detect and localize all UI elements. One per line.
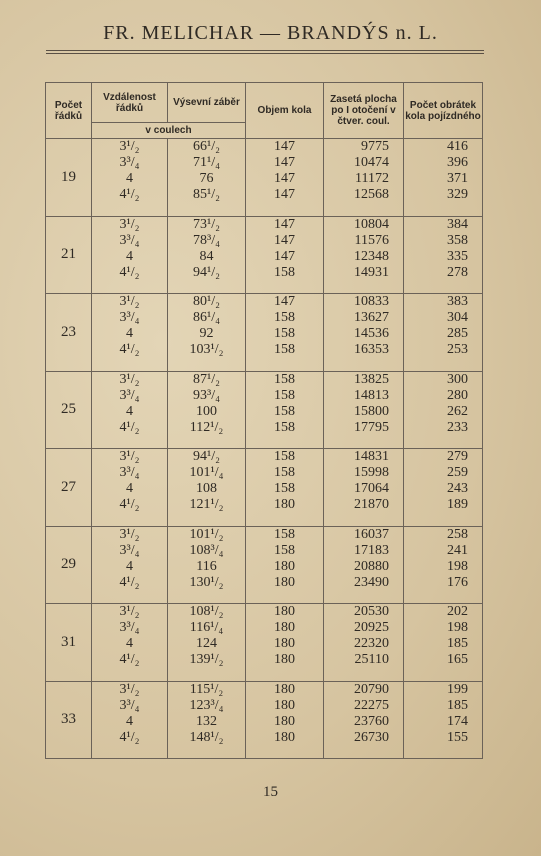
turns-value: 155 <box>447 729 468 745</box>
volume-value: 147 <box>274 155 295 170</box>
distance-value: 3¹/₂ <box>119 216 140 232</box>
turns-value: 243 <box>447 481 468 496</box>
sowing-value: 93³/₄ <box>193 387 220 403</box>
distance-cell <box>92 371 168 449</box>
sowing-value: 123³/₄ <box>189 697 224 713</box>
distance-value: 4 <box>126 636 133 651</box>
area-value: 17795 <box>354 419 389 435</box>
turns-value: 300 <box>447 371 468 387</box>
volume-value: 158 <box>274 449 295 464</box>
area-value: 21870 <box>354 497 389 512</box>
header-rule-2 <box>46 53 484 54</box>
sowing-cell <box>168 216 246 294</box>
turns-value: 396 <box>447 155 468 170</box>
volume-value: 147 <box>274 248 295 264</box>
unit-header: v coulech <box>92 123 246 139</box>
area-value: 15800 <box>354 403 389 419</box>
volume-value: 180 <box>274 636 295 651</box>
distance-value: 4 <box>126 481 133 496</box>
area-value: 20790 <box>354 681 389 697</box>
area-cell <box>324 216 404 294</box>
volume-value: 158 <box>274 387 295 403</box>
col-rows-header: Počet řádků <box>46 83 92 139</box>
row-count-cell: 31 <box>46 604 92 682</box>
turns-cell <box>404 449 483 527</box>
sowing-cell <box>168 449 246 527</box>
area-value: 22275 <box>354 697 389 713</box>
volume-value: 158 <box>274 481 295 496</box>
turns-value: 176 <box>447 574 468 590</box>
volume-cell <box>246 371 324 449</box>
distance-value: 3³/₄ <box>119 465 140 480</box>
volume-value: 158 <box>274 371 295 387</box>
distance-value: 3¹/₂ <box>119 604 140 619</box>
row-count-cell: 29 <box>46 526 92 604</box>
volume-value: 158 <box>274 419 295 435</box>
volume-value: 158 <box>274 465 295 480</box>
volume-value: 180 <box>274 620 295 635</box>
volume-value: 180 <box>274 558 295 574</box>
col-area-header: Zasetá plocha po I otočení v čtver. coul. <box>324 83 404 139</box>
volume-value: 147 <box>274 139 295 154</box>
turns-value: 198 <box>447 558 468 574</box>
volume-cell <box>246 216 324 294</box>
distance-cell <box>92 139 168 217</box>
sowing-value: 139¹/₂ <box>189 652 224 667</box>
volume-cell <box>246 526 324 604</box>
turns-value: 241 <box>447 542 468 558</box>
volume-value: 158 <box>274 326 295 341</box>
area-value: 11576 <box>354 232 389 248</box>
distance-cell <box>92 526 168 604</box>
area-value: 23490 <box>354 574 389 590</box>
turns-value: 329 <box>447 187 468 202</box>
turns-value: 279 <box>447 449 468 464</box>
area-value: 20530 <box>354 604 389 619</box>
turns-value: 335 <box>447 248 468 264</box>
distance-cell <box>92 681 168 759</box>
area-value: 14536 <box>354 326 389 341</box>
sowing-value: 101¹/₄ <box>189 465 224 480</box>
sowing-value: 132 <box>196 713 217 729</box>
sowing-value: 103¹/₂ <box>189 342 224 357</box>
sowing-value: 108³/₄ <box>189 542 224 558</box>
distance-value: 4¹/₂ <box>119 652 140 667</box>
distance-value: 3³/₄ <box>119 232 140 248</box>
volume-value: 158 <box>274 542 295 558</box>
volume-value: 158 <box>274 403 295 419</box>
sowing-value: 94¹/₂ <box>193 449 220 464</box>
sowing-value: 108 <box>196 481 217 496</box>
area-value: 16037 <box>354 526 389 542</box>
volume-cell <box>246 681 324 759</box>
volume-value: 180 <box>274 604 295 619</box>
turns-value: 185 <box>447 697 468 713</box>
sowing-value: 130¹/₂ <box>189 574 224 590</box>
turns-cell <box>404 294 483 372</box>
distance-value: 3¹/₂ <box>119 681 140 697</box>
area-cell <box>324 371 404 449</box>
turns-value: 258 <box>447 526 468 542</box>
volume-cell <box>246 449 324 527</box>
distance-value: 4 <box>126 713 133 729</box>
col-volume-header: Objem kola <box>246 83 324 139</box>
table-row <box>46 294 483 372</box>
turns-value: 259 <box>447 465 468 480</box>
volume-value: 158 <box>274 342 295 357</box>
distance-value: 4¹/₂ <box>119 342 140 357</box>
sowing-value: 92 <box>199 326 214 341</box>
area-value: 25110 <box>354 652 389 667</box>
sowing-cell <box>168 604 246 682</box>
turns-value: 233 <box>447 419 468 435</box>
area-value: 14931 <box>354 264 389 280</box>
row-count-cell: 25 <box>46 371 92 449</box>
area-cell <box>324 294 404 372</box>
turns-value: 253 <box>447 342 468 357</box>
area-value: 15998 <box>354 465 389 480</box>
volume-value: 180 <box>274 697 295 713</box>
area-value: 22320 <box>354 636 389 651</box>
distance-value: 3¹/₂ <box>119 294 140 309</box>
volume-value: 158 <box>274 526 295 542</box>
sowing-value: 87¹/₂ <box>193 371 220 387</box>
area-cell <box>324 526 404 604</box>
turns-value: 262 <box>447 403 468 419</box>
volume-value: 180 <box>274 497 295 512</box>
volume-value: 180 <box>274 652 295 667</box>
turns-value: 371 <box>447 171 468 186</box>
sowing-value: 66¹/₂ <box>193 139 220 154</box>
distance-cell <box>92 449 168 527</box>
turns-cell <box>404 526 483 604</box>
volume-value: 180 <box>274 681 295 697</box>
sowing-value: 124 <box>196 636 217 651</box>
area-value: 10474 <box>354 155 389 170</box>
sowing-value: 116 <box>196 558 217 574</box>
volume-value: 158 <box>274 310 295 325</box>
distance-value: 3¹/₂ <box>119 449 140 464</box>
distance-value: 3³/₄ <box>119 542 140 558</box>
row-count-cell: 19 <box>46 139 92 217</box>
area-value: 14813 <box>354 387 389 403</box>
page-header: FR. MELICHAR — BRANDÝS n. L. <box>103 22 438 44</box>
area-value: 26730 <box>354 729 389 745</box>
distance-value: 3³/₄ <box>119 310 140 325</box>
area-value: 13825 <box>354 371 389 387</box>
volume-value: 147 <box>274 216 295 232</box>
area-value: 23760 <box>354 713 389 729</box>
sowing-value: 100 <box>196 403 217 419</box>
area-cell <box>324 681 404 759</box>
distance-value: 3¹/₂ <box>119 139 140 154</box>
volume-value: 180 <box>274 574 295 590</box>
distance-value: 4¹/₂ <box>119 264 140 280</box>
distance-value: 4¹/₂ <box>119 497 140 512</box>
distance-value: 4 <box>126 171 133 186</box>
turns-value: 358 <box>447 232 468 248</box>
turns-value: 280 <box>447 387 468 403</box>
volume-cell <box>246 604 324 682</box>
table-row <box>46 371 483 449</box>
area-value: 11172 <box>355 171 389 186</box>
sowing-value: 94¹/₂ <box>193 264 220 280</box>
row-count-cell: 27 <box>46 449 92 527</box>
sowing-value: 112¹/₂ <box>189 419 224 435</box>
sowing-value: 108¹/₂ <box>189 604 224 619</box>
sowing-value: 116¹/₄ <box>189 620 224 635</box>
row-count-cell: 23 <box>46 294 92 372</box>
col-distance-header: Vzdálenost řádků <box>92 83 168 123</box>
volume-value: 180 <box>274 729 295 745</box>
page-number: 15 <box>263 784 278 800</box>
sowing-cell <box>168 526 246 604</box>
row-count-cell: 33 <box>46 681 92 759</box>
area-value: 12568 <box>354 187 389 202</box>
turns-value: 304 <box>447 310 468 325</box>
distance-value: 4¹/₂ <box>119 419 140 435</box>
sowing-cell <box>168 371 246 449</box>
sowing-value: 121¹/₂ <box>189 497 224 512</box>
turns-cell <box>404 681 483 759</box>
sowing-cell <box>168 139 246 217</box>
distance-value: 4¹/₂ <box>119 574 140 590</box>
distance-value: 4¹/₂ <box>119 729 140 745</box>
distance-value: 3³/₄ <box>119 697 140 713</box>
sowing-value: 80¹/₂ <box>193 294 220 309</box>
sowing-value: 85¹/₂ <box>193 187 220 202</box>
area-value: 10833 <box>354 294 389 309</box>
distance-cell <box>92 294 168 372</box>
area-cell <box>324 139 404 217</box>
area-value: 20880 <box>354 558 389 574</box>
turns-value: 278 <box>447 264 468 280</box>
sowing-value: 71¹/₄ <box>193 155 220 170</box>
seeding-table <box>45 82 483 759</box>
col-turns-header: Počet obrátek kola pojízdného <box>404 83 483 139</box>
volume-value: 147 <box>274 294 295 309</box>
turns-value: 199 <box>447 681 468 697</box>
sowing-value: 148¹/₂ <box>189 729 224 745</box>
turns-value: 189 <box>447 497 468 512</box>
turns-value: 165 <box>447 652 468 667</box>
distance-value: 4¹/₂ <box>119 187 140 202</box>
volume-value: 147 <box>274 232 295 248</box>
area-value: 17183 <box>354 542 389 558</box>
area-value: 14831 <box>354 449 389 464</box>
turns-cell <box>404 139 483 217</box>
turns-value: 202 <box>447 604 468 619</box>
distance-value: 3³/₄ <box>119 620 140 635</box>
area-value: 20925 <box>354 620 389 635</box>
distance-value: 4 <box>126 403 133 419</box>
sowing-cell <box>168 681 246 759</box>
area-value: 17064 <box>354 481 389 496</box>
sowing-value: 86¹/₄ <box>193 310 220 325</box>
turns-value: 416 <box>447 139 468 154</box>
volume-cell <box>246 139 324 217</box>
area-cell <box>324 604 404 682</box>
table-row <box>46 449 483 527</box>
sowing-value: 101¹/₂ <box>189 526 224 542</box>
distance-cell <box>92 216 168 294</box>
turns-value: 285 <box>447 326 468 341</box>
table-row <box>46 681 483 759</box>
distance-value: 3³/₄ <box>119 155 140 170</box>
distance-value: 3³/₄ <box>119 387 140 403</box>
volume-value: 180 <box>274 713 295 729</box>
turns-value: 198 <box>447 620 468 635</box>
volume-value: 158 <box>274 264 295 280</box>
volume-value: 147 <box>274 171 295 186</box>
area-value: 9775 <box>361 139 389 154</box>
sowing-value: 73¹/₂ <box>193 216 220 232</box>
sowing-value: 84 <box>199 248 214 264</box>
table-row <box>46 526 483 604</box>
area-cell <box>324 449 404 527</box>
turns-cell <box>404 604 483 682</box>
area-value: 16353 <box>354 342 389 357</box>
distance-value: 3¹/₂ <box>119 526 140 542</box>
turns-value: 383 <box>447 294 468 309</box>
col-sowing-header: Výsevní záběr <box>168 83 246 123</box>
table-row <box>46 604 483 682</box>
table-row <box>46 216 483 294</box>
sowing-value: 115¹/₂ <box>189 681 224 697</box>
distance-value: 4 <box>126 326 133 341</box>
volume-cell <box>246 294 324 372</box>
area-value: 13627 <box>354 310 389 325</box>
sowing-value: 76 <box>199 171 214 186</box>
row-count-cell: 21 <box>46 216 92 294</box>
turns-value: 174 <box>447 713 468 729</box>
header-rule <box>46 50 484 51</box>
table-row <box>46 139 483 217</box>
turns-cell <box>404 216 483 294</box>
sowing-value: 78³/₄ <box>193 232 220 248</box>
area-value: 10804 <box>354 216 389 232</box>
turns-value: 185 <box>447 636 468 651</box>
distance-cell <box>92 604 168 682</box>
area-value: 12348 <box>354 248 389 264</box>
distance-value: 4 <box>126 248 133 264</box>
turns-cell <box>404 371 483 449</box>
distance-value: 3¹/₂ <box>119 371 140 387</box>
sowing-cell <box>168 294 246 372</box>
turns-value: 384 <box>447 216 468 232</box>
distance-value: 4 <box>126 558 133 574</box>
volume-value: 147 <box>274 187 295 202</box>
